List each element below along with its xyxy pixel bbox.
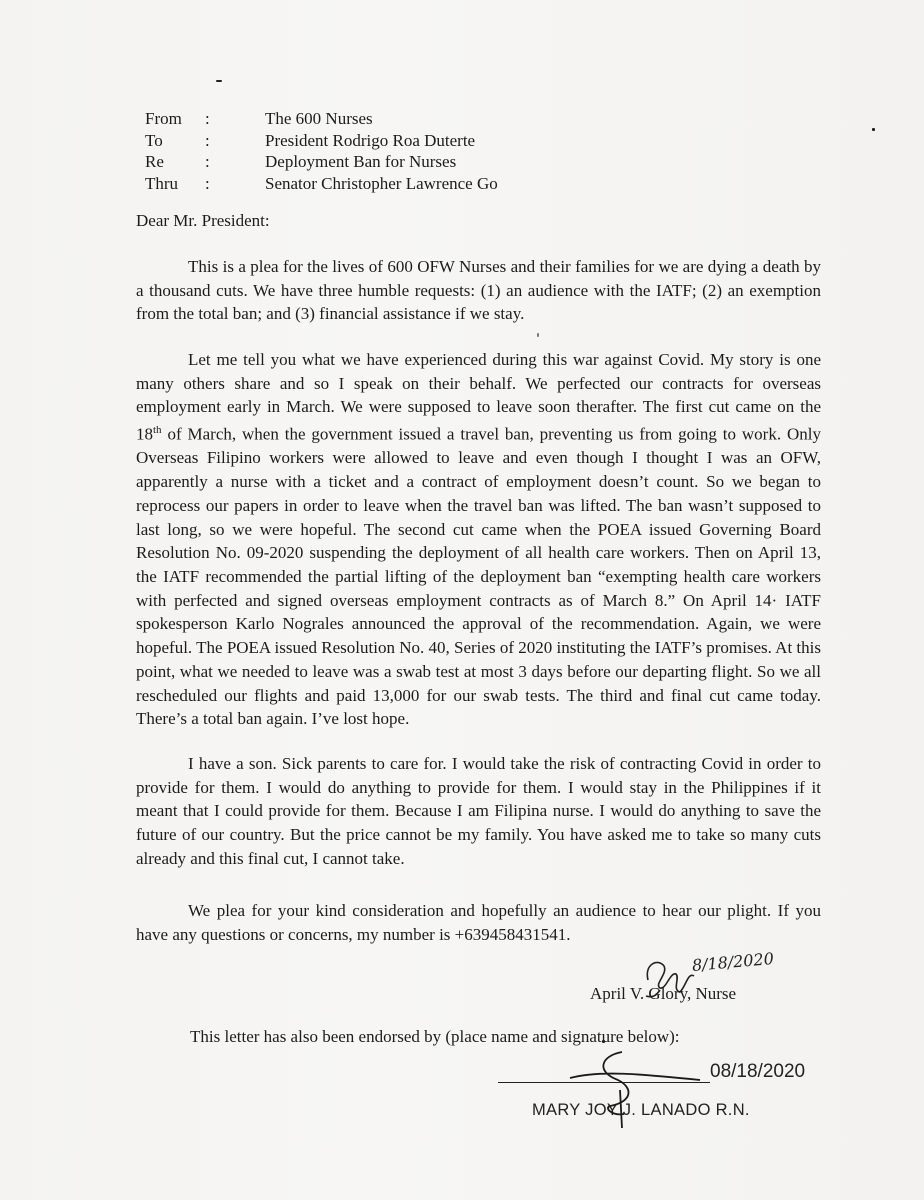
memo-label: From — [145, 109, 182, 128]
memo-colon: : — [205, 130, 210, 150]
memo-label: To — [145, 130, 163, 150]
memo-colon: : — [205, 152, 210, 171]
memo-row-from — [145, 108, 498, 130]
scan-speck — [537, 333, 539, 337]
paragraph-story: Let me tell you what we have experienced during this war against Covid. My story is one many others share and so I speak on their behalf. We perfected our contracts for overseas employment early in March. We were supposed to leave soon therafter. The first cut came on the 18th of March, when the government issued a travel ban, preventing us from going to work. Only Overseas Filipino workers were allowed to leave and even though I thought I was an OFW, apparently a nurse with a ticket and a contract of employment doesn’t count. So we began to reprocess our papers in order to leave when the travel ban was lifted. The ban wasn’t supposed to last long, so we were hopeful. The second cut came when the POEA issued Governing Board Resolution No. 09-2020 suspending the deployment of all health care workers. Then on April 13, the IATF recommended the partial lifting of the deployment ban “exempting health care workers with perfected and signed overseas employment contracts as of March 8.” On April 14· IATF spokesperson Karlo Nograles announced the approval of the recommendation. Again, we were hopeful. The POEA issued Resolution No. 40, Series of 2020 instituting the IATF’s promises. At this point, what we needed to leave was a swab test at most 3 days before our departing flight. So we all rescheduled our flights and paid 13,000 for our swab tests. The third and final cut came today. There’s a total ban again. I’ve lost hope. — [136, 350, 821, 729]
memo-label: Thru — [145, 173, 179, 193]
handwritten-date: 8/18/2020 — [691, 948, 775, 975]
memo-value: Senator Christopher Lawrence Go — [265, 173, 498, 193]
endorsement-text: This letter has also been endorsed by (place name and signature below): — [190, 1027, 680, 1046]
paragraph-plea: This is a plea for the lives of 600 OFW Nurses and their families for we are dying a death by a thousand cuts. We have three humble requests: (1) an audience with the IATF; (2) an exemption from the total ban; and (3) financial assistance if we stay. — [136, 257, 821, 324]
memo-value: Deployment Ban for Nurses — [265, 152, 457, 171]
memo-header — [145, 108, 498, 194]
scan-speck — [872, 128, 875, 131]
memo-row-to — [145, 130, 498, 152]
memo-colon: : — [205, 173, 210, 193]
scan-speck — [216, 80, 222, 82]
memo-label: Re — [145, 152, 164, 171]
ordinal-suffix: th — [153, 424, 162, 437]
memo-row-re — [145, 151, 498, 173]
memo-value: President Rodrigo Roa Duterte — [265, 130, 476, 150]
memo-value: The 600 Nurses — [265, 109, 373, 128]
memo-colon: : — [205, 109, 210, 128]
signer-name: April V. Glory, Nurse — [590, 984, 737, 1003]
memo-row-thru — [145, 173, 498, 195]
paragraph-family: I have a son. Sick parents to care for. I would take the risk of contracting Covid in order to provide for them. I would do anything to provide for them. I would stay in the Philippines if it meant that I could provide for them. Because I am Filipina nurse. I would do anything to save the future of our country. But the price cannot be my family. You have asked me to take so many cuts already and this final cut, I cannot take. — [136, 754, 821, 868]
paragraph-closing: We plea for your kind consideration and hopefully an audience to hear our plight. If you have any questions or concerns, my number is +639458431541. — [136, 901, 821, 944]
endorser-signature — [560, 1040, 720, 1130]
salutation: Dear Mr. President: — [136, 211, 270, 230]
endorser-name: MARY JOY J. LANADO R.N. — [532, 1101, 750, 1119]
endorser-date: 08/18/2020 — [710, 1061, 806, 1082]
